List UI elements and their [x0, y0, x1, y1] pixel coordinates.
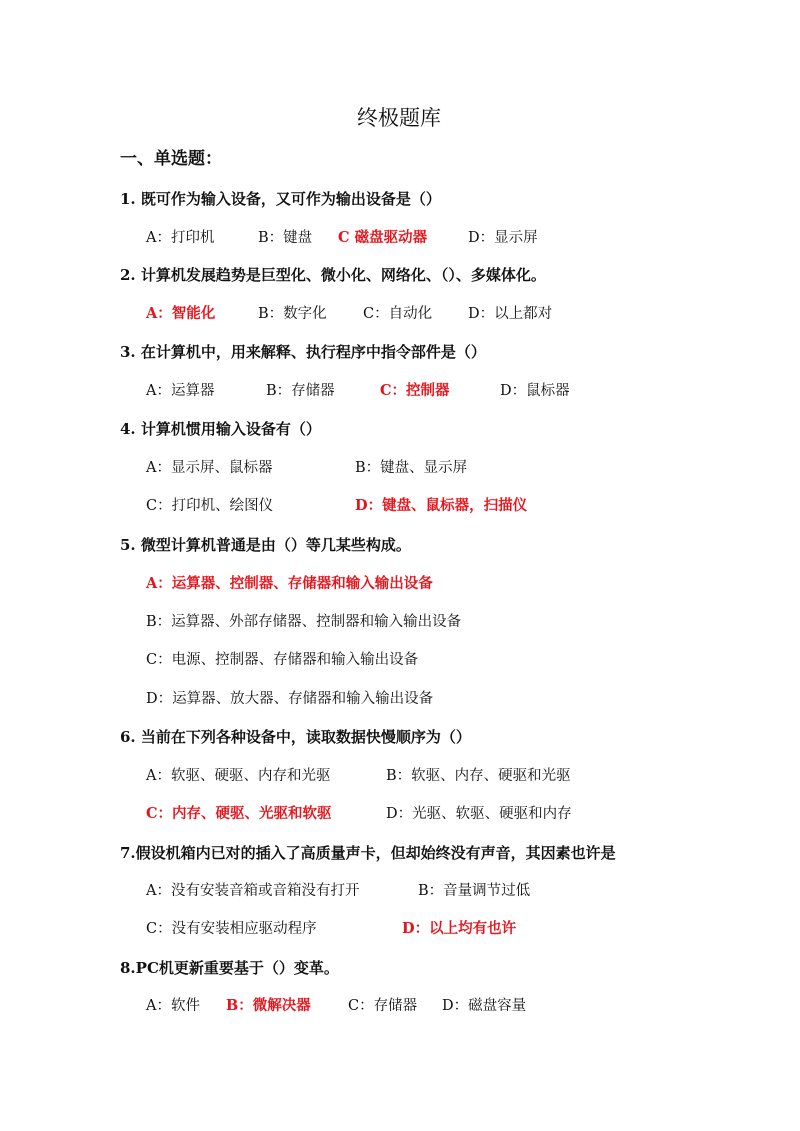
q4-option-c: C：打印机、绘图仪 [146, 498, 274, 514]
question-5: 5. 微型计算机普通是由（）等几某些构成。 [120, 536, 411, 554]
page-title: 终极题库 [357, 106, 441, 130]
question-3: 3. 在计算机中，用来解释、执行程序中指令部件是（） [120, 343, 486, 361]
q3-option-c-answer: C：控制器 [380, 382, 450, 399]
question-4: 4. 计算机惯用输入设备有（） [120, 420, 321, 438]
q6-option-c-answer: C：内存、硬驱、光驱和软驱 [146, 805, 332, 822]
question-7: 7.假设机箱内已对的插入了高质量声卡，但却始终没有声音，其因素也许是 [120, 844, 616, 862]
section-heading: 一、单选题： [120, 149, 222, 169]
q2-option-c: C：自动化 [363, 306, 433, 322]
q4-option-d-answer: D：键盘、鼠标器，扫描仪 [355, 497, 528, 514]
q4-option-b: B：键盘、显示屏 [355, 460, 468, 476]
question-2: 2. 计算机发展趋势是巨型化、微小化、网络化、（）、多媒体化。 [120, 266, 546, 284]
q3-option-a: A：运算器 [146, 383, 215, 399]
q1-option-c-answer: C 磁盘驱动器 [338, 229, 428, 246]
q1-option-b: B：键盘 [258, 230, 313, 246]
q7-option-b: B：音量调节过低 [418, 883, 531, 899]
q6-option-d: D：光驱、软驱、硬驱和内存 [386, 806, 572, 822]
question-1: 1. 既可作为输入设备，又可作为输出设备是（） [120, 190, 441, 208]
q5-option-a-answer: A：运算器、控制器、存储器和输入输出设备 [146, 575, 433, 592]
q8-option-b-answer: B：微解决器 [226, 997, 311, 1014]
q2-option-b: B：数字化 [258, 306, 327, 322]
q7-option-d-answer: D：以上均有也许 [402, 920, 517, 937]
q7-option-a: A：没有安装音箱或音箱没有打开 [146, 883, 360, 899]
question-6: 6. 当前在下列各种设备中，读取数据快慢顺序为（） [120, 728, 471, 746]
q8-option-a: A：软件 [146, 998, 200, 1014]
q5-option-d: D：运算器、放大器、存储器和输入输出设备 [146, 691, 434, 707]
q1-option-d: D：显示屏 [468, 230, 538, 246]
q6-option-b: B：软驱、内存、硬驱和光驱 [386, 768, 571, 784]
q8-option-d: D：磁盘容量 [442, 998, 527, 1014]
q4-option-a: A：显示屏、鼠标器 [146, 460, 273, 476]
q8-option-c: C：存储器 [348, 998, 418, 1014]
q3-option-b: B：存储器 [266, 383, 335, 399]
q3-option-d: D：鼠标器 [500, 383, 570, 399]
q2-option-d: D：以上都对 [468, 306, 553, 322]
q2-option-a-answer: A：智能化 [146, 305, 216, 322]
q1-option-a: A：打印机 [146, 230, 215, 246]
q5-option-c: C：电源、控制器、存储器和输入输出设备 [146, 652, 419, 668]
q5-option-b: B：运算器、外部存储器、控制器和输入输出设备 [146, 614, 462, 630]
question-8: 8.PC机更新重要基于（）变革。 [120, 959, 339, 977]
q7-option-c: C：没有安装相应驱动程序 [146, 921, 317, 937]
q6-option-a: A：软驱、硬驱、内存和光驱 [146, 768, 331, 784]
